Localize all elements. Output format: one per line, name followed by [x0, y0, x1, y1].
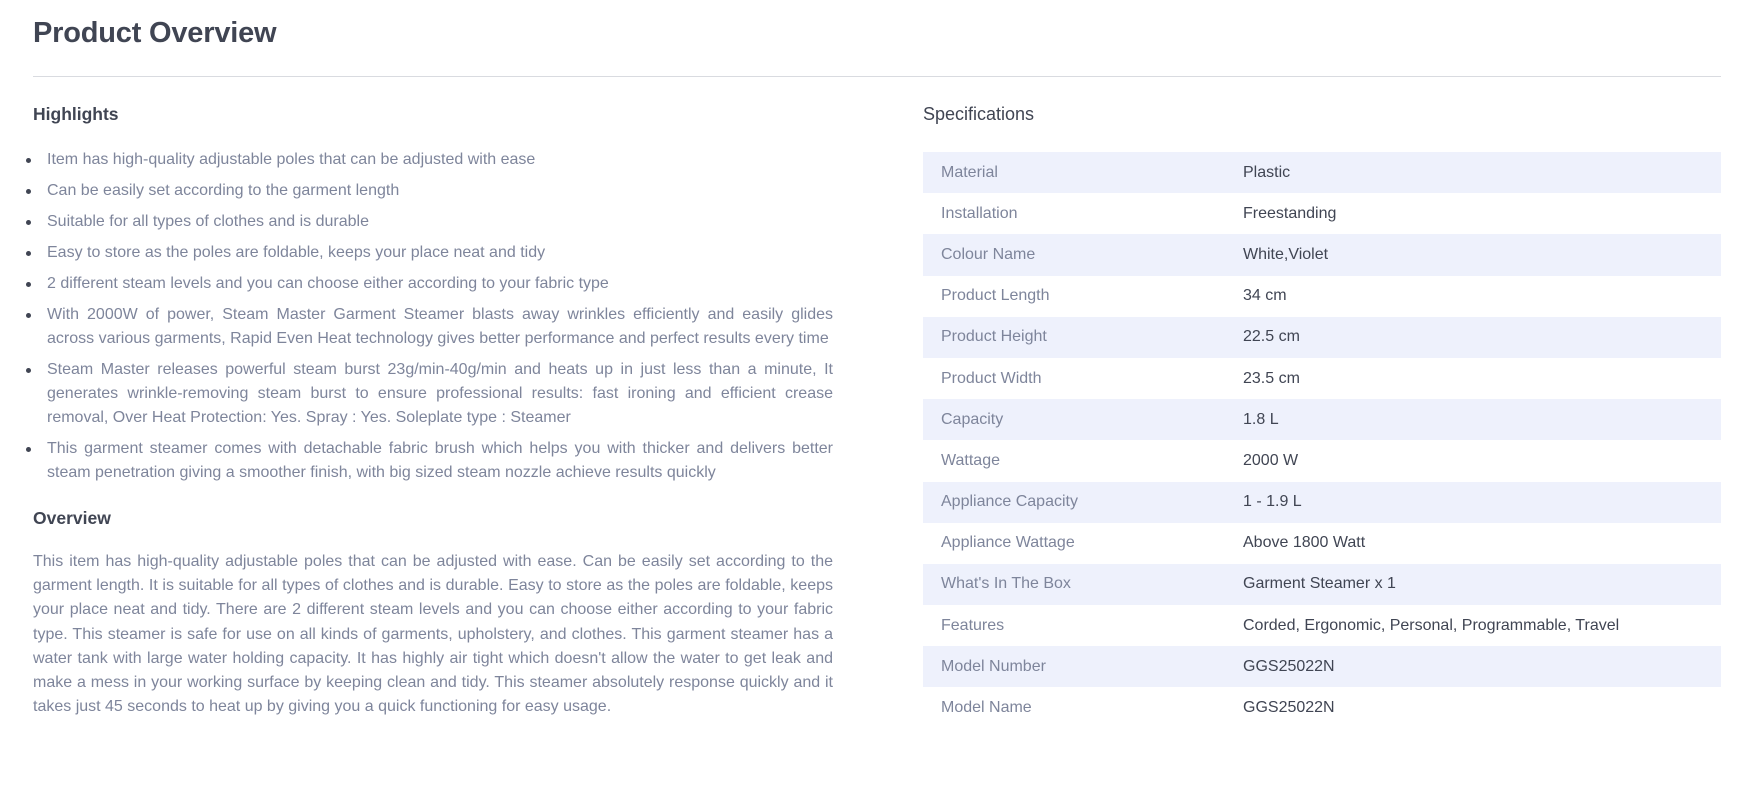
bullet-icon	[26, 158, 31, 163]
highlight-text: Item has high-quality adjustable poles that can be adjusted with ease	[47, 151, 536, 168]
highlight-item	[33, 272, 833, 296]
bullet-icon	[26, 368, 31, 373]
spec-value: 22.5 cm	[1243, 328, 1300, 346]
bullet-icon	[26, 220, 31, 225]
highlight-item	[33, 210, 833, 234]
highlights-title: Highlights	[33, 104, 119, 124]
spec-key: Appliance Capacity	[941, 493, 1078, 511]
bullet-icon	[26, 447, 31, 452]
spec-row-model-name	[923, 687, 1721, 728]
spec-value: Garment Steamer x 1	[1243, 575, 1396, 593]
spec-value: Freestanding	[1243, 204, 1337, 222]
spec-row-features	[923, 605, 1721, 646]
spec-key: Product Length	[941, 287, 1050, 305]
spec-value: 34 cm	[1243, 287, 1287, 305]
highlight-item	[33, 437, 833, 485]
highlight-text: 2 different steam levels and you can choose either according to your fabric type	[47, 275, 609, 292]
spec-row-appliance-capacity	[923, 482, 1721, 523]
highlight-text: This garment steamer comes with detachable fabric brush which helps you with thicker and delivers better steam penetration giving a smoother finish, with big sized steam nozzle achieve results quickly	[47, 440, 833, 481]
highlight-text: Can be easily set according to the garment length	[47, 182, 400, 199]
highlight-text: Easy to store as the poles are foldable, keeps your place neat and tidy	[47, 244, 546, 261]
spec-row-appliance-wattage	[923, 523, 1721, 564]
spec-key: Model Number	[941, 657, 1046, 675]
spec-key: Product Width	[941, 369, 1042, 387]
spec-key: Model Name	[941, 699, 1032, 717]
spec-row-whats-in-the-box	[923, 564, 1721, 605]
spec-key: Capacity	[941, 410, 1004, 428]
spec-value: 1 - 1.9 L	[1243, 493, 1302, 511]
spec-key: Installation	[941, 204, 1018, 222]
bullet-icon	[26, 282, 31, 287]
specifications-column	[923, 104, 1721, 729]
spec-row-material	[923, 152, 1721, 193]
highlight-item	[33, 148, 833, 172]
highlight-text: Suitable for all types of clothes and is durable	[47, 213, 369, 230]
spec-value: GGS25022N	[1243, 657, 1335, 675]
spec-key: Product Height	[941, 328, 1047, 346]
spec-row-product-length	[923, 276, 1721, 317]
spec-row-installation	[923, 193, 1721, 234]
bullet-icon	[26, 189, 31, 194]
spec-value: 1.8 L	[1243, 410, 1279, 428]
spec-value: 23.5 cm	[1243, 369, 1300, 387]
page-title: Product Overview	[33, 17, 277, 49]
spec-row-product-width	[923, 358, 1721, 399]
spec-value: 2000 W	[1243, 451, 1299, 469]
spec-row-capacity	[923, 399, 1721, 440]
spec-value: Plastic	[1243, 163, 1291, 181]
highlight-text: Steam Master releases powerful steam burst 23g/min-40g/min and heats up in just less than a minute, It generates wrinkle-removing steam burst to ensure professional results: fast ironing and efficient crease removal, Over Heat Protection: Yes. Spray : Yes. Soleplate type : Steamer	[47, 361, 833, 426]
highlights-column	[33, 104, 833, 719]
spec-value: White,Violet	[1243, 245, 1329, 263]
title-divider	[33, 76, 1721, 77]
spec-key: Colour Name	[941, 245, 1036, 263]
highlights-list	[33, 148, 833, 485]
overview-title: Overview	[33, 508, 111, 528]
highlight-item	[33, 179, 833, 203]
specifications-table	[923, 152, 1721, 729]
highlight-text: With 2000W of power, Steam Master Garment Steamer blasts away wrinkles efficiently and easily glides across various garments, Rapid Even Heat technology gives better performance and perfect results every time	[47, 306, 833, 347]
spec-key: Appliance Wattage	[941, 534, 1075, 552]
bullet-icon	[26, 251, 31, 256]
spec-value: Above 1800 Watt	[1243, 534, 1366, 552]
spec-value: GGS25022N	[1243, 699, 1335, 717]
specifications-title: Specifications	[923, 104, 1035, 124]
spec-key: Features	[941, 616, 1005, 634]
spec-row-product-height	[923, 317, 1721, 358]
product-overview-page	[33, 0, 1721, 800]
highlight-item	[33, 303, 833, 351]
overview-text: This item has high-quality adjustable poles that can be adjusted with ease. Can be easily set according to the garment length. It is suitable for all types of clothes and is durable. Easy to store as the poles are foldable, keeps your place neat and tidy. There are 2 different steam levels and you can choose either according to your fabric type. This steamer is safe for use on all kinds of garments, upholstery, and clothes. This garment steamer has a water tank with large water holding capacity. It has highly air tight which doesn't allow the water to get leak and make a mess in your working surface by keeping clean and tidy. This steamer absolutely response quickly and it takes just 45 seconds to heat up by giving you a quick functioning for easy usage.	[33, 553, 833, 716]
highlight-item	[33, 241, 833, 265]
bullet-icon	[26, 313, 31, 318]
spec-row-colour-name	[923, 234, 1721, 275]
spec-row-model-number	[923, 646, 1721, 687]
spec-value: Corded, Ergonomic, Personal, Programmable, Travel	[1243, 616, 1620, 634]
highlight-item	[33, 358, 833, 430]
spec-key: Material	[941, 163, 998, 181]
spec-key: Wattage	[941, 451, 1000, 469]
spec-key: What's In The Box	[941, 575, 1071, 593]
spec-row-wattage	[923, 440, 1721, 481]
